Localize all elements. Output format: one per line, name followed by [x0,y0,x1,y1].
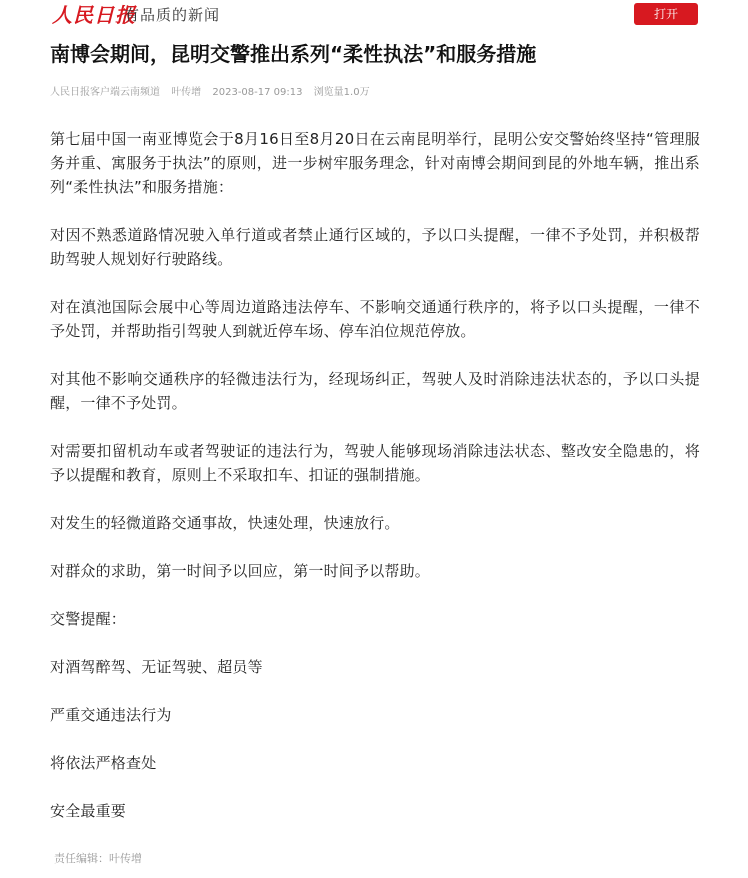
slogan: 有品质的新闻 [124,6,221,24]
responsible-editor: 责任编辑：叶传增 [54,852,142,865]
article-paragraph: 对群众的求助，第一时间予以回应，第一时间予以帮助。 [50,562,431,580]
article-paragraph: 安全最重要 [50,802,127,820]
article-paragraph: 第七届中国一南亚博览会于8月16日至8月20日在云南昆明举行，昆明公安交警始终坚持“管理服务并重、寓服务于执法”的原则，进一步树牢服务理念，针对南博会期间到昆的外地车辆，推出系列“柔性执法”和服务措施： [50,130,700,196]
article-datetime: 2023-08-17 09:13 [212,87,303,98]
article-paragraph: 对在滇池国际会展中心等周边道路违法停车、不影响交通通行秩序的，将予以口头提醒，一律不予处罚，并帮助指引驾驶人到就近停车场、停车泊位规范停放。 [50,298,700,340]
article-source: 人民日报客户端云南频道 [50,87,160,98]
article-paragraph: 将依法严格查处 [50,754,157,772]
article-views: 浏览量1.0万 [313,87,370,98]
article-paragraph: 对因不熟悉道路情况驶入单行道或者禁止通行区域的，予以口头提醒，一律不予处罚，并积极帮助驾驶人规划好行驶路线。 [50,226,700,268]
article-title: 南博会期间，昆明交警推出系列“柔性执法”和服务措施 [50,42,537,66]
article-paragraph: 对酒驾醉驾、无证驾驶、超员等 [50,658,263,676]
peoples-daily-logo[interactable]: 人民日报 [52,3,136,27]
open-app-button[interactable]: 打开 [634,3,698,25]
article-paragraph: 交警提醒： [50,610,127,628]
article-author: 叶传增 [171,87,202,98]
article-paragraph: 对其他不影响交通秩序的轻微违法行为，经现场纠正，驾驶人及时消除违法状态的，予以口头提醒，一律不予处罚。 [50,370,700,412]
article-paragraph: 严重交通违法行为 [50,706,172,724]
article-paragraph: 对需要扣留机动车或者驾驶证的违法行为，驾驶人能够现场消除违法状态、整改安全隐患的，将予以提醒和教育，原则上不采取扣车、扣证的强制措施。 [50,442,700,484]
article-paragraph: 对发生的轻微道路交通事故，快速处理，快速放行。 [50,514,400,532]
top-bar [0,0,748,32]
article-body [50,127,700,847]
article-meta [50,86,378,100]
